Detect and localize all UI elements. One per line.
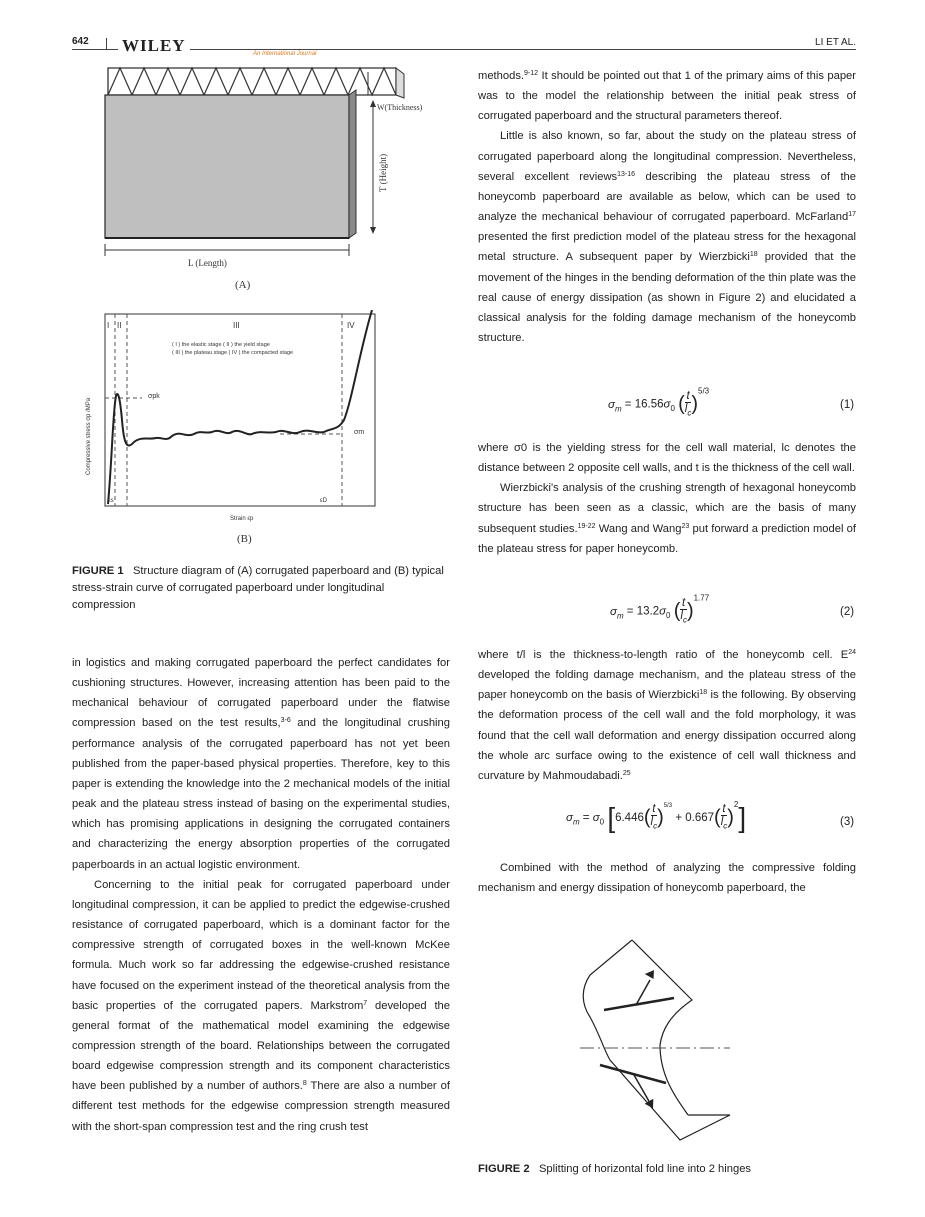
equation-2: $\sigma_m = 13.2\sigma_0$ ($\frac{t}{l_c}$ )$^{1.77}$ [610,593,710,625]
y-axis-label: Compressive stress σp /MPa [86,397,92,475]
right-column-text-mid2 [478,645,856,786]
x-axis-label: Strain εp [230,516,254,522]
page-number: 642 [72,36,89,47]
left-column-text [72,653,450,1137]
journal-tag: An International Journal [253,51,317,57]
right-paragraph-1: methods.$^{9-12}$ It should be pointed out that 1 of the primary aims of this paper was to the model the relationship between the initial peak stress of corrugated paperboard and the structural parameters thereof. [478,70,856,123]
right-column-text-mid1 [478,438,856,559]
panel-a-label: (A) [235,279,251,291]
legend-line-1: ( I ) the elastic stage ( II ) the yield stage [172,342,270,348]
right-paragraph-4: Wierzbicki's analysis of the crushing strength of hexagonal honeycomb structure has been seen as a classic, which are the basis of many subsequent studies.$^{19-22}$ Wang and Wang$^{23}$ put forward a prediction model of the plateau stress for paper honeycomb. [478,482,856,555]
figure1-caption [72,563,450,614]
panel-b-label: (B) [237,533,252,545]
header-rule [72,49,856,50]
right-column-text-bottom [478,858,856,898]
publisher-logo [118,36,190,56]
equation-1-number: (1) [840,399,855,411]
figure2-caption-label: FIGURE 2 [478,1163,530,1175]
right-paragraph-2: Little is also known, so far, about the study on the plateau stress of corrugated paperboard along the longitudinal compression. Nevertheless, several excellent reviews$^{13-16}$ describing the plateau stress of the honeycomb paperboard are available as below, which can be used to analyze the mechanical behaviour of corrugated paperboard. McFarland$^{17}$ presented the first prediction model of the plateau stress for the hexagonal metal structure. A subsequent paper by Wierzbicki$^{18}$ provided that the movement of the hinges in the bending deformation of the thin plate was the real cause of energy dissipation (as shown in Figure 2) and elucidated a classical analysis for the folding damage mechanism of the honeycomb structure. [478,130,857,345]
publisher-name: WILEY [122,36,186,55]
equation-2-number: (2) [840,606,855,618]
right-column-text-top [478,66,856,348]
left-paragraph-2: Concerning to the initial peak for corrugated paperboard under longitudinal compression, it can be applied to predict the edgewise-crushed resistance of corrugated paperboard, which is a dominant factor for the compressive strength of corrugated boxes in the well-known McKee formula. Much work so far addressing the edgewise-crushed resistance have focused on the experiment instead of the theoretical analysis from the basic properties of the corrugated papers. Markstrom$^7$ developed the general format of the mathematical model examining the edgewise compression strength of the board. Relationships between the corrugated board edgewise compression strength and its component characteristics have been published by a number of authors.$^8$ There are also a number of different test methods for the edgewise compression strength measured with the short-span compression test and the ring crush test [72,878,451,1133]
equation-3: $\sigma_m = \sigma_0$ [$6.446(\frac{t}{l_c}$ )$^{5/3} + 0.667(\frac{t}{l_c}$ )$^2$] [566,800,747,833]
plateau-label: σm [354,429,365,436]
right-paragraph-5: where t/l is the thickness-to-length ratio of the honeycomb cell. $E^{24}$ developed the folding damage mechanism, and the plateau stress of the paper honeycomb on the basis of Wierzbicki$^{18}$ is the following. By observing the deformation process of the cell wall and the fold morphology, it was found that the cell wall deformation and energy dissipation occurred along the whole arc surface owing to the existence of cell wall thickness and curvature by Mahmoudabadi.$^{25}$ [478,649,856,782]
figure1-caption-text: Structure diagram of (A) corrugated paperboard and (B) typical stress-strain curve of corrugated paperboard under longitudinal compression [72,565,444,611]
left-paragraph-1: in logistics and making corrugated paperboard the perfect candidates for cushioning structures. However, increasing attention has been paid to the mechanical behaviour of corrugated paperboard under the flatwise compression based on the test results,$^{3-6}$ and the longitudinal crushing performance analysis of the corrugated paperboard has not yet been published from the paper-based physical properties. Therefore, key to this paper is extending the knowledge into the 2 mechanical models of the initial peak and the plateau stress instead of basing on the experimental studies, which has promising applications in designing the corrugated containers and characterizing the energy absorption properties of the corrugated paperboards in an actual logistic environment. [72,657,450,871]
running-authors: LI ET AL. [815,37,856,48]
figure1-panel-b [80,310,450,548]
figure2-diagram [570,935,740,1150]
legend-line-2: ( III ) the plateau stage ( IV ) the compacted stage [172,350,294,356]
figure1-panel-a [78,62,448,294]
equation-3-number: (3) [840,816,855,828]
equation-1: $\sigma_m = 16.56\sigma_0$ ($\frac{t}{l_c}$ )$^{5/3}$ [608,386,710,418]
eps-left: εs [108,498,114,504]
thickness-label: W(Thickness) [377,103,423,112]
stage-I: I [107,321,110,330]
right-paragraph-6: Combined with the method of analyzing the compressive folding mechanism and energy dissipation of honeycomb paperboard, the [478,862,856,895]
peak-label: σpk [148,393,160,400]
eps-right: εD [320,498,328,504]
figure2-caption [478,1161,856,1178]
figure1-caption-label: FIGURE 1 [72,565,124,577]
figure2-caption-text: Splitting of horizontal fold line into 2 hinges [538,1163,752,1175]
height-label: T (Height) [378,153,388,192]
stage-IV: IV [347,321,355,330]
stage-II: II [117,321,122,330]
right-paragraph-3: where σ0 is the yielding stress for the cell wall material, lc denotes the distance between 2 opposite cell walls, and t is the thickness of the cell wall. [478,442,856,475]
length-label: L (Length) [188,258,227,268]
stage-III: III [233,321,240,330]
